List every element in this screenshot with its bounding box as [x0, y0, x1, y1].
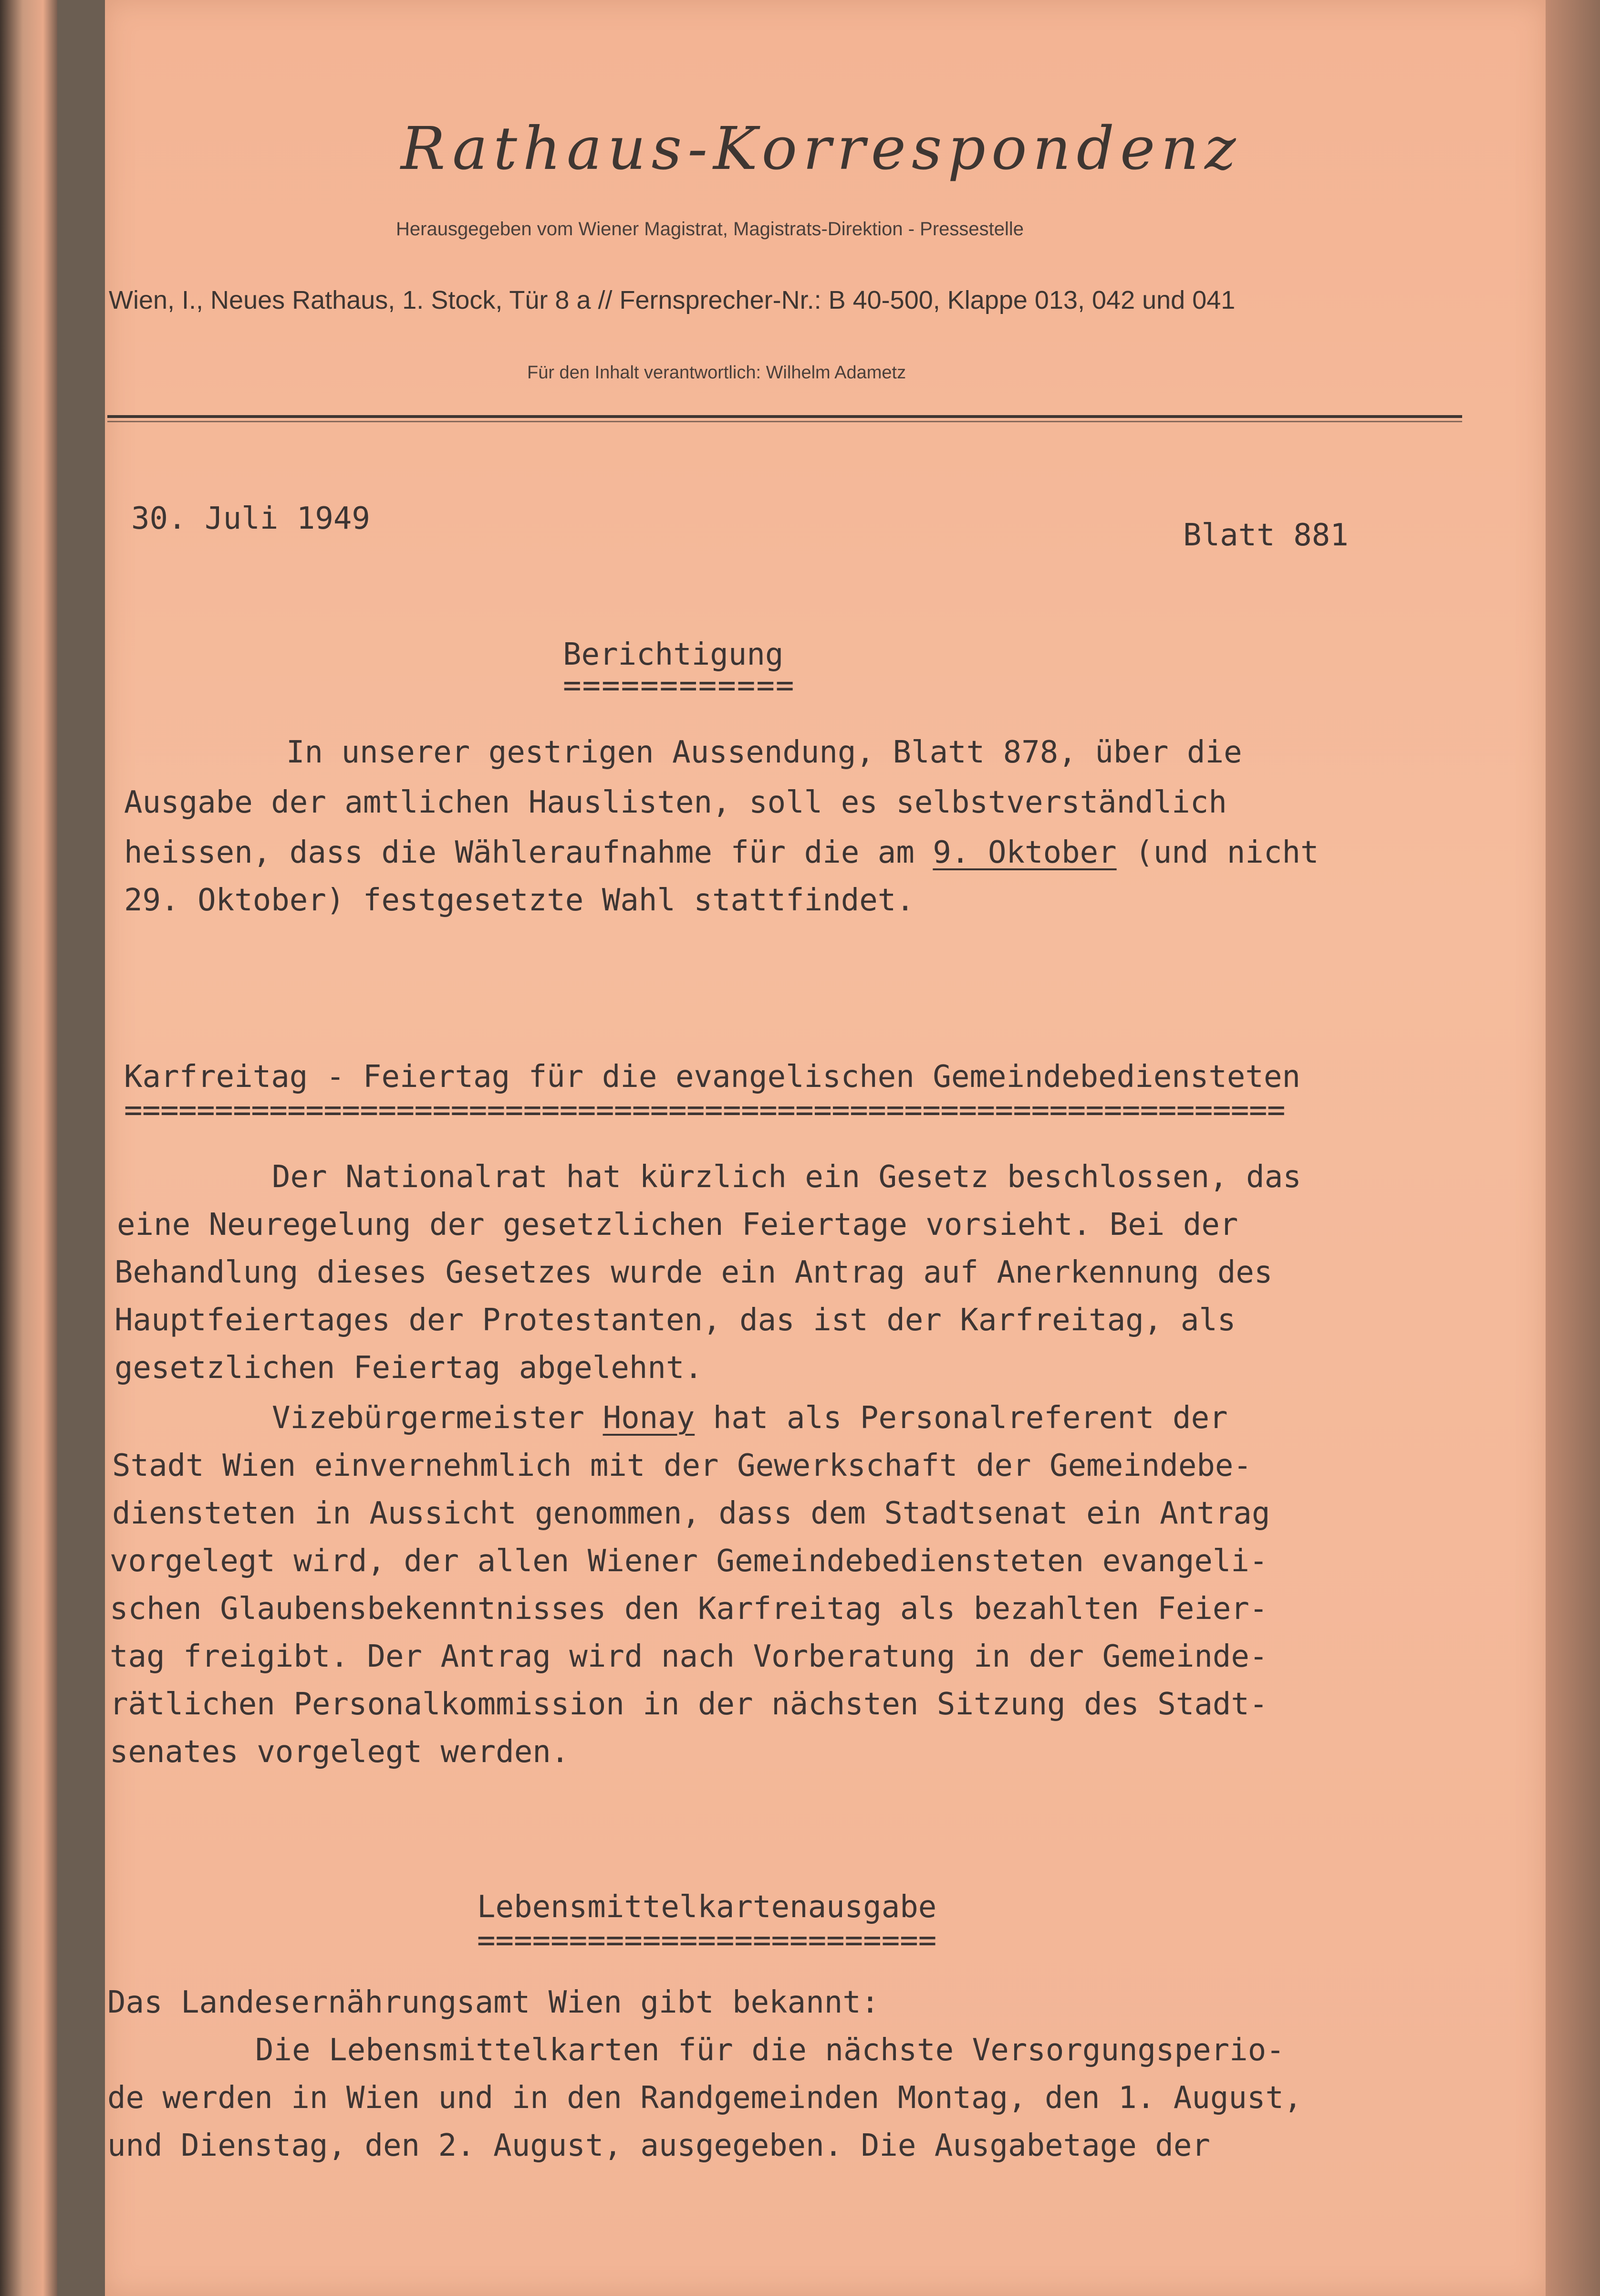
paragraph-line: diensteten in Aussicht genommen, dass dem Stadtsenat ein Antrag [112, 1496, 1270, 1531]
section-heading-berichtigung: Berichtigung [563, 637, 784, 672]
heading-rule: ============ [563, 668, 795, 703]
book-left-edge [0, 0, 57, 2296]
sheet-number: Blatt 881 [1183, 518, 1349, 553]
paragraph-line: In unserer gestrigen Aussendung, Blatt 878, über die [286, 735, 1242, 770]
paragraph-line: Das Landesernährungsamt Wien gibt bekannt: [107, 1985, 880, 2020]
paragraph-line: rätlichen Personalkommission in der nächsten Sitzung des Stadt- [110, 1687, 1268, 1722]
paragraph-line: schen Glaubensbekenntnisses den Karfreitag als bezahlten Feier- [110, 1591, 1268, 1627]
paragraph-line: 29. Oktober) festgesetzte Wahl stattfindet. [124, 883, 914, 918]
paragraph-line: Der Nationalrat hat kürzlich ein Gesetz beschlossen, das [272, 1159, 1301, 1195]
paragraph-line [272, 1400, 1228, 1436]
paragraph-line: Hauptfeiertages der Protestanten, das ist der Karfreitag, als [114, 1303, 1236, 1338]
text-segment: heissen, dass die Wähleraufnahme für die am [124, 835, 933, 870]
paragraph-line: eine Neuregelung der gesetzlichen Feiertage vorsieht. Bei der [117, 1207, 1238, 1242]
paragraph-line: gesetzlichen Feiertag abgelehnt. [114, 1350, 703, 1386]
paragraph-line [124, 835, 1319, 870]
letterhead-rule-thin [107, 421, 1462, 422]
letterhead-title: Rathaus-Korrespondenz [401, 115, 1242, 183]
letterhead-rule [107, 415, 1462, 418]
text-segment: (und nicht [1116, 835, 1319, 870]
paragraph-line: Die Lebensmittelkarten für die nächste Versorgungsperio- [255, 2033, 1285, 2068]
heading-rule: ========================= [477, 1923, 937, 1958]
paragraph-line: vorgelegt wird, der allen Wiener Gemeindebediensteten evangeli- [110, 1544, 1268, 1579]
letterhead-publisher: Herausgegeben vom Wiener Magistrat, Magistrats-Direktion - Pressestelle [396, 219, 1024, 240]
section-heading-karfreitag: Karfreitag - Feiertag für die evangelischen Gemeindebediensteten [124, 1059, 1300, 1095]
paragraph-line: de werden in Wien und in den Randgemeinden Montag, den 1. August, [107, 2080, 1302, 2116]
text-segment: Vizebürgermeister [272, 1400, 603, 1436]
book-right-edge [1546, 0, 1600, 2296]
letterhead-address: Wien, I., Neues Rathaus, 1. Stock, Tür 8 a // Fernsprecher-Nr.: B 40-500, Klappe 013, 042 und 041 [109, 286, 1236, 314]
paragraph-line: senates vorgelegt werden. [110, 1734, 570, 1770]
paragraph-line: tag freigibt. Der Antrag wird nach Vorberatung in der Gemeinde- [110, 1639, 1268, 1674]
underlined-date: 9. Oktober [933, 835, 1117, 870]
section-heading-lebensmittelkarten: Lebensmittelkartenausgabe [477, 1889, 937, 1925]
paragraph-line: Stadt Wien einvernehmlich mit der Gewerkschaft der Gemeindebe- [112, 1448, 1252, 1483]
heading-rule: ================================================================ [124, 1093, 1285, 1128]
underlined-name: Honay [603, 1400, 695, 1436]
paragraph-line: und Dienstag, den 2. August, ausgegeben. Die Ausgabetage der [107, 2128, 1210, 2163]
text-segment: hat als Personalreferent der [695, 1400, 1228, 1436]
paragraph-line: Ausgabe der amtlichen Hauslisten, soll es selbstverständlich [124, 785, 1227, 820]
document-date: 30. Juli 1949 [131, 501, 370, 536]
letterhead-responsible: Für den Inhalt verantwortlich: Wilhelm Adametz [527, 363, 906, 383]
paragraph-line: Behandlung dieses Gesetzes wurde ein Antrag auf Anerkennung des [114, 1255, 1273, 1290]
